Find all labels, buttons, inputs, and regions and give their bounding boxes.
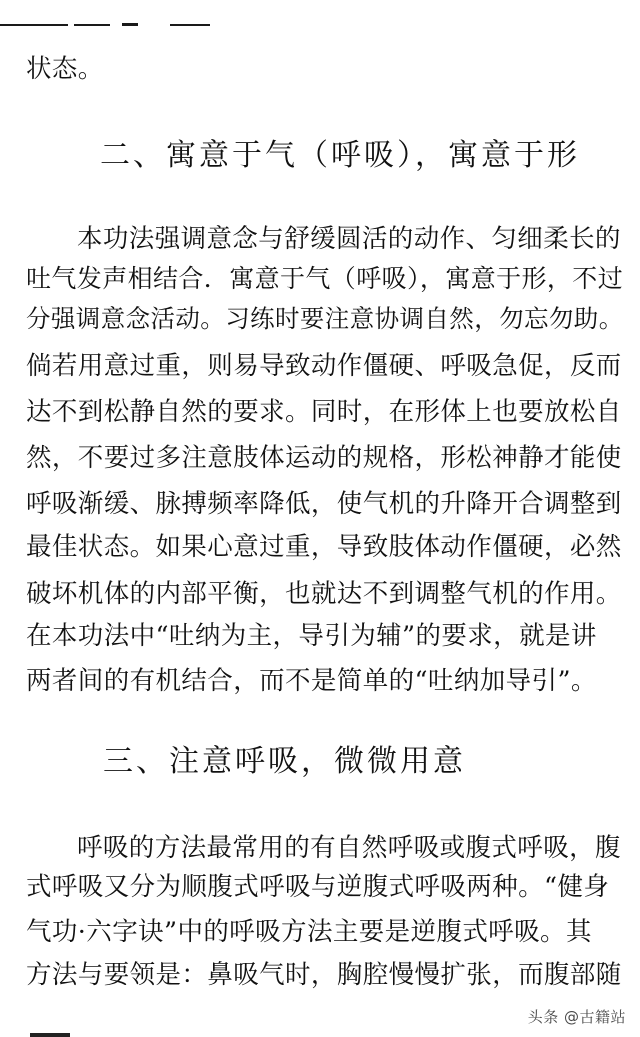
paragraph-line: 呼吸的方法最常用的有自然呼吸或腹式呼吸，腹 bbox=[77, 833, 621, 863]
fragment-stroke bbox=[0, 24, 68, 26]
continuation-line: 状态。 bbox=[26, 54, 104, 84]
paragraph-line: 呼吸渐缓、脉搏频率降低，使气机的升降开合调整到 bbox=[26, 489, 622, 519]
paragraph-line: 最佳状态。如果心意过重，导致肢体动作僵硬，必然 bbox=[26, 532, 622, 562]
section-heading-2: 二、寓意于气（呼吸），寓意于形 bbox=[100, 138, 580, 173]
paragraph-line: 在本功法中“吐纳为主，导引为辅”的要求，就是讲 bbox=[26, 621, 597, 651]
paragraph-line: 倘若用意过重，则易导致动作僵硬、呼吸急促，反而 bbox=[26, 351, 622, 381]
paragraph-line: 方法与要领是：鼻吸气时，胸腔慢慢扩张，而腹部随 bbox=[26, 960, 622, 990]
watermark-text: 头条 @古籍站 bbox=[527, 1008, 626, 1026]
paragraph-line: 然，不要过多注意肢体运动的规格，形松神静才能使 bbox=[26, 443, 622, 473]
paragraph-line: 气功·六字诀”中的呼吸方法主要是逆腹式呼吸。其 bbox=[26, 917, 592, 947]
fragment-stroke bbox=[122, 23, 138, 26]
fragment-stroke bbox=[74, 24, 110, 26]
paragraph-line: 式呼吸又分为顺腹式呼吸与逆腹式呼吸两种。“健身 bbox=[26, 872, 610, 902]
section-heading-3: 三、注意呼吸，微微用意 bbox=[103, 744, 466, 779]
cut-off-text-fragment bbox=[30, 1033, 70, 1037]
paragraph-line: 破坏机体的内部平衡，也就达不到调整气机的作用。 bbox=[26, 579, 622, 609]
fragment-stroke bbox=[170, 24, 210, 26]
paragraph-line: 两者间的有机结合，而不是简单的“吐纳加导引”。 bbox=[26, 666, 597, 696]
paragraph-line: 本功法强调意念与舒缓圆活的动作、匀细柔长的 bbox=[77, 224, 621, 254]
paragraph-line: 分强调意念活动。习练时要注意协调自然，勿忘勿助。 bbox=[26, 304, 624, 333]
paragraph-line: 达不到松静自然的要求。同时，在形体上也要放松自 bbox=[26, 397, 622, 427]
paragraph-line: 吐气发声相结合．寓意于气（呼吸），寓意于形，不过 bbox=[26, 264, 624, 293]
cut-off-text-fragment bbox=[0, 20, 220, 32]
